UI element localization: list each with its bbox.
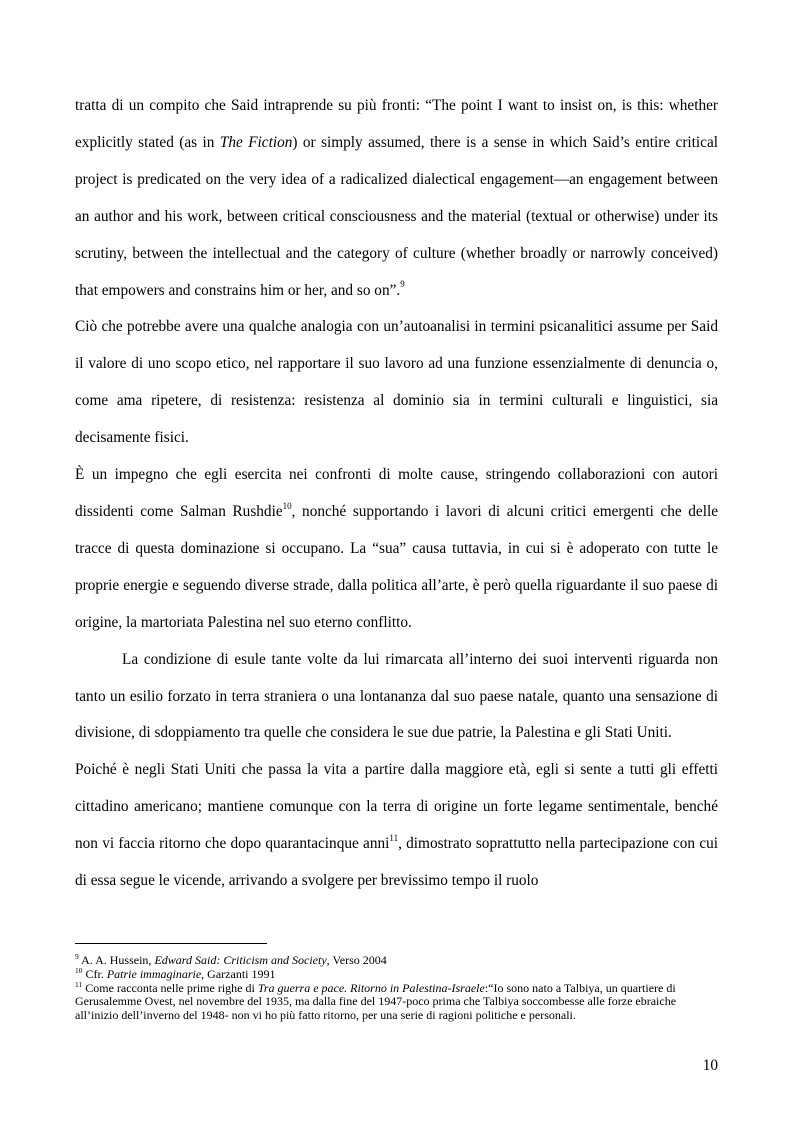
paragraph — [75, 457, 718, 642]
text-run: , Verso 2004 — [326, 953, 387, 967]
footnote-reference: 9 — [75, 952, 79, 961]
text-run: , nonché supportando i lavori di alcuni critici emergenti che delle tracce di questa dominazione si occupano. La “sua” causa tuttavia, in cui si è adoperato con tutte le proprie energie e seguendo diverse strade, dalla politica all’arte, è però quella riguardante il suo paese di origine, la martoriata Palestina nel suo eterno conflitto. — [75, 502, 718, 631]
text-run: , Garzanti 1991 — [201, 966, 276, 981]
footnote-reference: 11 — [75, 979, 83, 989]
text-run: :“Io sono nato a Talbiya, un quartiere di Gerusalemme Ovest, nel novembre del 1935, ma dalla fine del 1947-poco prima che Talbiya soccombesse alle forze ebraiche all’inizio dell’inverno del 1948- non vi ho più fatto ritorno, per una serie di ragioni politiche e personali. — [75, 980, 677, 1023]
text-run: Cfr. — [82, 966, 107, 981]
text-run: La condizione di esule tante volte da lui rimarcata all’interno dei suoi interventi riguarda non tanto un esilio forzato in terra straniera o una lontananza dal suo paese natale, quanto una sensazione di divisione, di sdoppiamento tra quelle che considera le sue due patrie, la Palestina e gli Stati Uniti. — [75, 650, 718, 742]
page-number: 10 — [702, 1057, 718, 1074]
text-run: Ciò che potrebbe avere una qualche analogia con un’autoanalisi in termini psicanalitici assume per Said il valore di uno scopo etico, nel rapportare il suo lavoro ad una funzione essenzialmente di denuncia o, come ama ripetere, di resistenza: resistenza al dominio sia in termini culturali e linguistici, sia decisamente fisici. — [75, 318, 718, 447]
body-text — [75, 88, 718, 900]
footnote-reference: 10 — [282, 500, 292, 511]
italic-title: Tra guerra e pace. Ritorno in Palestina-Israele — [257, 980, 485, 995]
paragraph — [75, 88, 718, 309]
italic-title: Edward Said: Criticism and Society — [154, 953, 327, 967]
footnote-reference: 9 — [400, 279, 405, 290]
footnote-separator — [75, 943, 267, 944]
text-run: ) or simply assumed, there is a sense in which Said’s entire critical project is predicated on the very idea of a radicalized dialectical engagement—an engagement between an author and his work, between critical consciousness and the material (textual or otherwise) under its scrutiny, between the intellectual and the category of culture (whether broadly or narrowly conceived) that empowers and constrains him or her, and so on”. — [75, 133, 718, 299]
footnote — [75, 965, 718, 982]
footnote-reference: 10 — [75, 965, 83, 975]
text-run: A. A. Hussein, — [78, 953, 155, 967]
text-run: tratta di un compito che Said intraprende su più fronti: “The point I want to insist on, is this: whether explicitly stated (as in — [75, 97, 718, 151]
text-run: È un impegno che egli esercita nei confronti di molte cause, stringendo collaborazioni con autori dissidenti come Salman Rushdie — [75, 466, 718, 520]
italic-title: Patrie immaginarie — [106, 966, 202, 981]
paragraph — [75, 752, 718, 900]
italic-title: The Fiction — [219, 133, 293, 151]
footnote — [75, 979, 718, 1023]
paragraph — [75, 309, 718, 457]
paragraph — [75, 642, 718, 753]
footnotes — [75, 954, 718, 1023]
text-run: Poiché è negli Stati Uniti che passa la vita a partire dalla maggiore età, egli si sente a tutti gli effetti cittadino americano; mantiene comunque con la terra di origine un forte legame sentimentale, benché non vi faccia ritorno che dopo quarantacinque anni — [75, 761, 718, 853]
text-run: , dimostrato soprattutto nella partecipazione con cui di essa segue le vicende, arrivando a svolgere per brevissimo tempo il ruolo — [75, 835, 719, 890]
footnote — [75, 954, 718, 968]
footnote-reference: 11 — [389, 833, 399, 844]
text-run: Come racconta nelle prime righe di — [82, 980, 258, 995]
